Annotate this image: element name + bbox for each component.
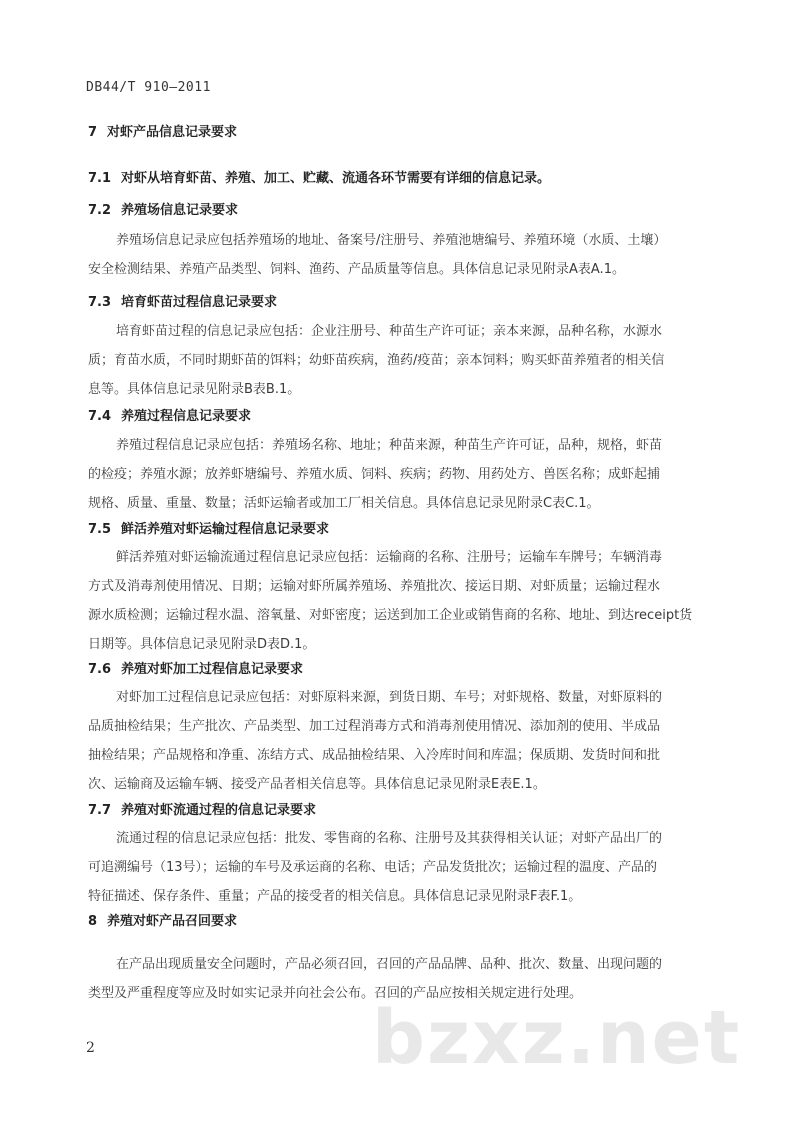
paragraph-line: 质；育苗水质，不同时期虾苗的饵料；幼虾苗疾病，渔药/疫苗；亲本饲料；购买虾苗养殖者的相关信 xyxy=(88,353,665,368)
section-number: 7 xyxy=(88,125,98,140)
section-number: 7.3 xyxy=(88,295,112,310)
section-title: 培育虾苗过程信息记录要求 xyxy=(121,295,278,310)
section-title: 养殖过程信息记录要求 xyxy=(121,409,252,424)
paragraph-line: 源水质检测；运输过程水温、溶氧量、对虾密度；运送到加工企业或销售商的名称、地址、到达receipt货 xyxy=(88,608,693,623)
section-paragraph-7-2 xyxy=(88,226,712,284)
section-heading-7-3 xyxy=(88,291,277,310)
paragraph-line: 规格、质量、重量、数量；活虾运输者或加工厂相关信息。具体信息记录见附录C表C.1。 xyxy=(88,496,600,511)
section-number: 7.1 xyxy=(88,171,112,186)
section-paragraph-7-4 xyxy=(88,431,712,518)
section-title: 养殖场信息记录要求 xyxy=(121,203,239,218)
paragraph-line: 日期等。具体信息记录见附录D表D.1。 xyxy=(88,637,316,652)
paragraph-line: 可追溯编号（13号）；运输的车号及承运商的名称、电话；产品发货批次；运输过程的温度、产品的 xyxy=(88,860,658,875)
section-number: 7.2 xyxy=(88,203,112,218)
paragraph-line: 对虾加工过程信息记录应包括：对虾原料来源，到货日期、车号；对虾规格、数量，对虾原料的 xyxy=(116,690,663,705)
paragraph-line: 鲜活养殖对虾运输流通过程信息记录应包括：运输商的名称、注册号；运输车车牌号；车辆消毒 xyxy=(116,550,663,565)
paragraph-line: 抽检结果；产品规格和净重、冻结方式、成品抽检结果、入冷库时间和库温；保质期、发货时间和批 xyxy=(88,748,661,763)
paragraph-line: 特征描述、保存条件、重量；产品的接受者的相关信息。具体信息记录见附录F表F.1。 xyxy=(88,889,582,904)
section-heading-7-5 xyxy=(88,518,329,537)
section-title: 对虾从培育虾苗、养殖、加工、贮藏、流通各环节需要有详细的信息记录。 xyxy=(121,171,551,186)
section-heading-7-4 xyxy=(88,405,251,424)
section-title: 对虾产品信息记录要求 xyxy=(107,125,238,140)
section-title: 养殖对虾加工过程信息记录要求 xyxy=(121,662,304,677)
section-number: 7.6 xyxy=(88,662,112,677)
section-heading-7 xyxy=(88,121,237,140)
section-paragraph-7-5 xyxy=(88,543,712,659)
section-paragraph-7-6 xyxy=(88,683,712,799)
watermark-text: bzxz.net xyxy=(372,995,742,1081)
paragraph-line: 次、运输商及运输车辆、接受产品者相关信息等。具体信息记录见附录E表E.1。 xyxy=(88,777,546,792)
paragraph-line: 的检疫；养殖水源；放养虾塘编号、养殖水质、饲料、疾病；药物、用药处方、兽医名称；成虾起捕 xyxy=(88,467,661,482)
paragraph-line: 安全检测结果、养殖产品类型、饲料、渔药、产品质量等信息。具体信息记录见附录A表A.1。 xyxy=(88,262,625,277)
section-number: 8 xyxy=(88,914,98,929)
section-heading-7-1 xyxy=(88,167,550,186)
section-number: 7.7 xyxy=(88,803,112,818)
paragraph-line: 类型及严重程度等应及时如实记录并向社会公布。召回的产品应按相关规定进行处理。 xyxy=(88,986,583,1001)
section-heading-7-7 xyxy=(88,799,316,818)
section-title: 养殖对虾产品召回要求 xyxy=(107,914,238,929)
document-code: DB44/T 910—2011 xyxy=(86,80,211,95)
section-number: 7.4 xyxy=(88,409,112,424)
section-heading-7-6 xyxy=(88,658,303,677)
paragraph-line: 在产品出现质量安全问题时，产品必须召回，召回的产品品牌、品种、批次、数量、出现问题的 xyxy=(116,957,663,972)
paragraph-line: 培育虾苗过程的信息记录应包括：企业注册号、种苗生产许可证；亲本来源，品种名称，水源水 xyxy=(116,324,663,339)
section-heading-8 xyxy=(88,910,237,929)
section-number: 7.5 xyxy=(88,522,112,537)
paragraph-line: 流通过程的信息记录应包括：批发、零售商的名称、注册号及其获得相关认证；对虾产品出厂的 xyxy=(116,831,663,846)
section-paragraph-7-3 xyxy=(88,317,712,404)
section-paragraph-7-7 xyxy=(88,824,712,911)
paragraph-line: 方式及消毒剂使用情况、日期；运输对虾所属养殖场、养殖批次、接运日期、对虾质量；运输过程水 xyxy=(88,579,661,594)
section-heading-7-2 xyxy=(88,199,238,218)
paragraph-line: 息等。具体信息记录见附录B表B.1。 xyxy=(88,382,301,397)
paragraph-line: 养殖过程信息记录应包括：养殖场名称、地址；种苗来源，种苗生产许可证，品种，规格，虾苗 xyxy=(116,438,663,453)
paragraph-line: 品质抽检结果；生产批次、产品类型、加工过程消毒方式和消毒剂使用情况、添加剂的使用、半成品 xyxy=(88,719,661,734)
section-title: 鲜活养殖对虾运输过程信息记录要求 xyxy=(121,522,330,537)
page-number: 2 xyxy=(86,1040,95,1056)
paragraph-line: 养殖场信息记录应包括养殖场的地址、备案号/注册号、养殖池塘编号、养殖环境（水质、土壤） xyxy=(116,233,667,248)
section-title: 养殖对虾流通过程的信息记录要求 xyxy=(121,803,317,818)
